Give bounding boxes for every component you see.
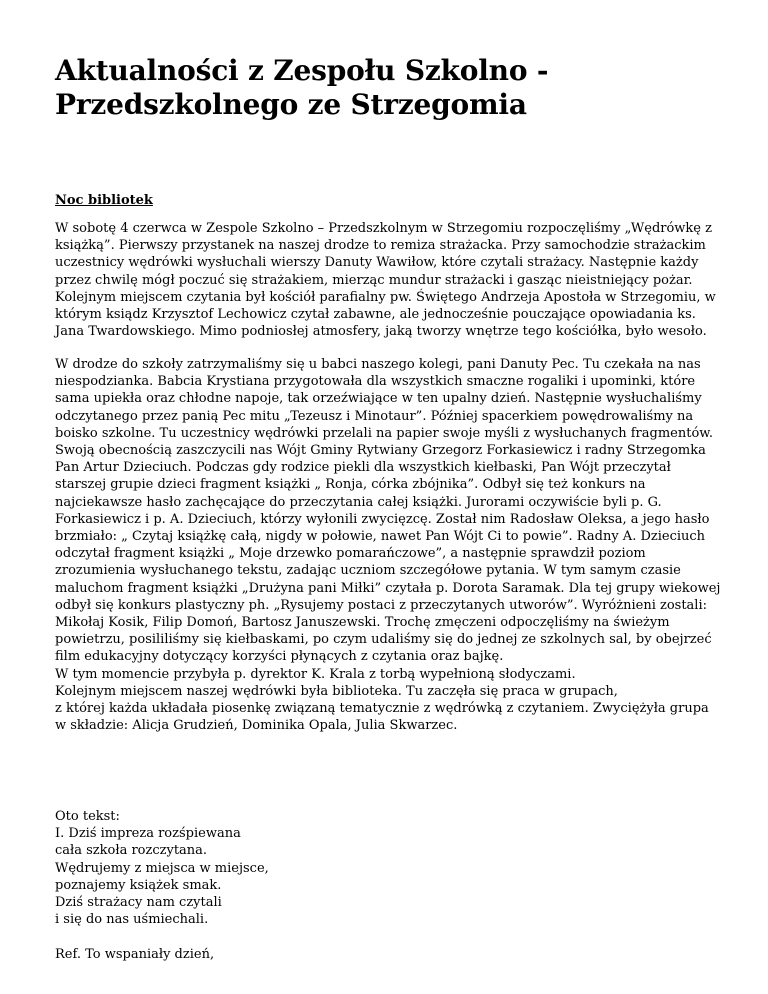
paragraph-line: W sobotę 4 czerwca w Zespole Szkolno – Przedszkolnym w Strzegomiu rozpoczęliśmy „Wędrówkę z xyxy=(55,221,712,236)
paragraph-line: niespodzianka. Babcia Krystiana przygotowała dla wszystkich smaczne rogaliki i upominki, które xyxy=(55,374,696,390)
poem xyxy=(55,808,269,963)
paragraph-line: Forkasiewicz i p. A. Dzieciuch, którzy wyłonili zwycięzcę. Został nim Radosław Oleksa, a jego hasło xyxy=(55,511,710,527)
paragraph-line: W tym momencie przybyła p. dyrektor K. Krala z torbą wypełnioną słodyczami. xyxy=(55,666,576,682)
paragraph-line: Swoją obecnością zaszczycili nas Wójt Gminy Rytwiany Grzegorz Forkasiewicz i radny Strzegomka xyxy=(55,443,706,459)
paragraph-line: przez chwilę mógł poczuć się strażakiem, mierząc mundur strażacki i gasząc nieistniejący pożar. xyxy=(55,272,693,288)
section-heading: Noc bibliotek xyxy=(55,193,153,208)
paragraph-line: Mikołaj Kosik, Filip Domoń, Bartosz Januszewski. Trochę zmęczeni odpoczęliśmy na świeżym xyxy=(55,615,670,631)
paragraph-line: Kolejnym miejscem czytania był kościół parafialny pw. Świętego Andrzeja Apostoła w Strzegomiu, w xyxy=(55,289,716,305)
paragraph-line: boisko szkolne. Tu uczestnicy wędrówki przelali na papier swoje myśli z wysłuchanych fragmentów. xyxy=(55,425,713,441)
paragraph-line: uczestnicy wędrówki wysłuchali wierszy Danuty Wawiłow, które czytali strażacy. Następnie każdy xyxy=(55,255,699,271)
title-line-2: Przedszkolnego ze Strzegomia xyxy=(55,88,527,121)
paragraph-line: odczytanego przez panią Pec mitu „Tezeusz i Minotaur”. Później spacerkiem powędrowaliśmy na xyxy=(55,408,694,424)
paragraph-line: odczytał fragment książki „ Moje drzewko pomarańczowe”, a następnie sprawdził poziom xyxy=(55,546,646,562)
poem-intro: Oto tekst: xyxy=(55,809,120,824)
poem-stanza-gap xyxy=(55,928,269,945)
paragraph-line: Jana Twardowskiego. Mimo podniosłej atmosfery, jaką tworzy wnętrze tego kościółka, było wesoło. xyxy=(55,324,707,340)
paragraph-line: odbył się konkurs plastyczny ph. „Rysujemy postaci z przeczytanych utworów”. Wyróżnieni zostali: xyxy=(55,597,707,613)
paragraph-line: książką”. Pierwszy przystanek na naszej drodze to remiza strażacka. Przy samochodzie strażackim xyxy=(55,238,706,254)
poem-line: Dziś strażacy nam czytali xyxy=(55,895,222,911)
poem-line: poznajemy książek smak. xyxy=(55,877,222,893)
paragraph-1 xyxy=(55,220,720,340)
paragraph-line: brzmiało: „ Czytaj książkę całą, nigdy w połowie, nawet Pan Wójt Ci to powie”. Radny A. Dzieciuch xyxy=(55,529,706,545)
paragraph-line: z której każda układała piosenkę związaną tematycznie z wędrówką z czytaniem. Zwyciężyła grupa xyxy=(55,701,709,717)
paragraph-line: powietrzu, posililiśmy się kiełbaskami, po czym udaliśmy się do jednej ze szkolnych sal, by obejrzeć xyxy=(55,632,712,648)
paragraph-line: W drodze do szkoły zatrzymaliśmy się u babci naszego kolegi, pani Danuty Pec. Tu czekała na nas xyxy=(55,357,701,372)
paragraph-line: sama upiekła oraz chłodne napoje, tak orzeźwiające w ten upalny dzień. Następnie wysłuchaliśmy xyxy=(55,391,702,407)
paragraph-2 xyxy=(55,356,720,734)
paragraph-line: film edukacyjny dotyczący korzyści płynących z czytania oraz bajkę. xyxy=(55,649,504,665)
poem-refrain: Ref. To wspaniały dzień, xyxy=(55,946,215,962)
poem-line: I. Dziś impreza rozśpiewana xyxy=(55,826,241,842)
paragraph-line: maluchom fragment książki „Drużyna pani Miłki” czytała p. Dorota Saramak. Dla tej grupy wiekowej xyxy=(55,580,721,596)
title-line-1: Aktualności z Zespołu Szkolno - xyxy=(55,54,549,87)
paragraph-line: zrozumienia wysłuchanego tekstu, zadając uczniom szczegółowe pytania. W tym samym czasie xyxy=(55,563,681,579)
paragraph-line: Kolejnym miejscem naszej wędrówki była biblioteka. Tu zaczęła się praca w grupach, xyxy=(55,683,618,699)
paragraph-line: w składzie: Alicja Grudzień, Dominika Opala, Julia Skwarzec. xyxy=(55,718,458,734)
paragraph-line: najciekawsze hasło zachęcające do przeczytania całej książki. Jurorami oczywiście byli p. G. xyxy=(55,494,662,510)
poem-line: i się do nas uśmiechali. xyxy=(55,912,209,928)
poem-line: Wędrujemy z miejsca w miejsce, xyxy=(55,860,269,876)
poem-line: cała szkoła rozczytana. xyxy=(55,843,208,859)
document-page xyxy=(55,54,721,962)
paragraph-line: starszej grupie dzieci fragment książki „ Ronja, córka zbójnika”. Odbył się też konkurs na xyxy=(55,477,646,493)
paragraph-line: Pan Artur Dzieciuch. Podczas gdy rodzice piekli dla wszystkich kiełbaski, Pan Wójt przeczytał xyxy=(55,460,671,476)
page-title xyxy=(55,54,720,122)
paragraph-line: którym ksiądz Krzysztof Lechowicz czytał zabawne, ale jednocześnie pouczające opowiadania ks. xyxy=(55,307,696,323)
